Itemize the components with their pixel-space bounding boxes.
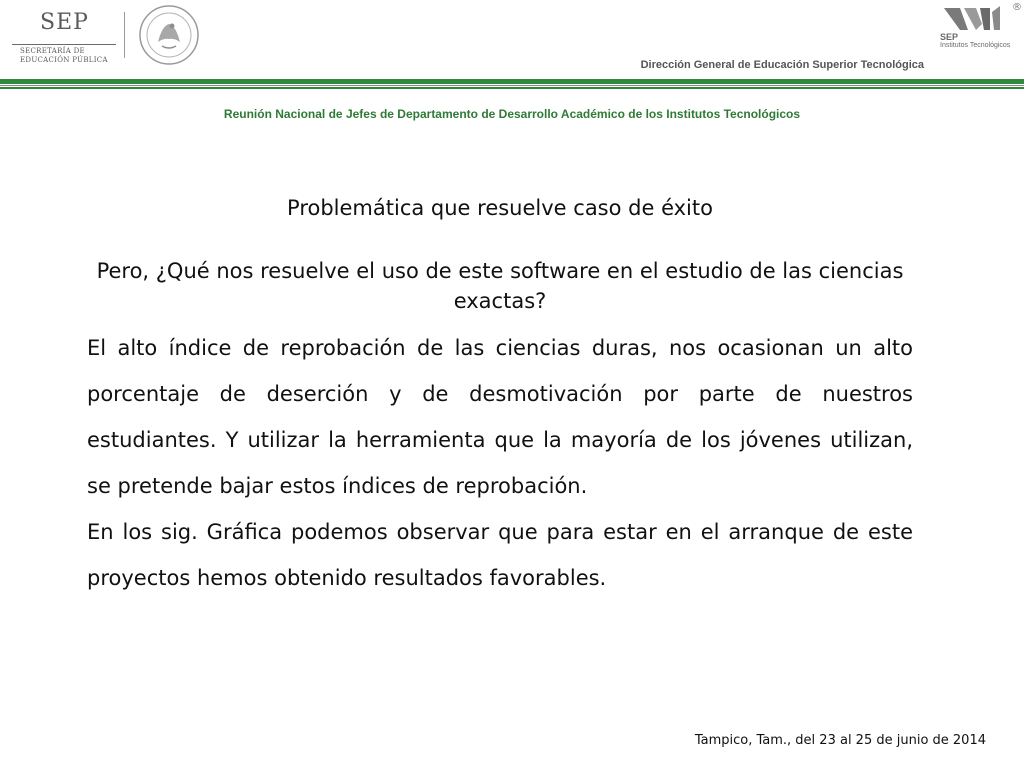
header-band-green (0, 79, 1024, 84)
it-emblem-icon (942, 4, 1002, 34)
paragraph-1: El alto índice de reprobación de las ciencias duras, nos ocasionan un alto porcentaje de deserción y de desmotivación por parte de nuestros estudiantes. Y utilizar la herramienta que la mayoría de los jóvenes utilizan, se pretende bajar estos índices de reprobación. (87, 336, 913, 498)
sep-logo-word: SEP (40, 10, 89, 35)
paragraph-2: En los sig. Gráfica podemos observar que para estar en el arranque de este proyectos hemos obtenido resultados favorables. (87, 520, 913, 590)
footer-location-date: Tampico, Tam., del 23 al 25 de junio de 2014 (694, 733, 986, 748)
sep-logo-line2: EDUCACIÓN PÚBLICA (20, 56, 108, 64)
it-logo-sep: SEP (940, 32, 959, 42)
header-band-green-thin (0, 87, 1024, 89)
registered-mark: ® (1012, 2, 1022, 13)
logo-divider (124, 12, 125, 58)
slide-title: Problemática que resuelve caso de éxito (287, 196, 713, 220)
meeting-title: Reunión Nacional de Jefes de Departamento de Desarrollo Académico de los Institutos Tecnológicos (223, 107, 801, 121)
header-band-gray (0, 85, 1024, 86)
department-name: Dirección General de Educación Superior Tecnológica (640, 59, 924, 71)
sep-logo-line1: SECRETARÍA DE (20, 47, 85, 55)
sep-logo-rule (12, 44, 116, 45)
it-logo-name: Institutos Tecnológicos (940, 42, 1011, 49)
sep-logo (6, 8, 116, 64)
question-text: Pero, ¿Qué nos resuelve el uso de este software en el estudio de las ciencias exactas? (96, 259, 904, 313)
national-seal-icon (136, 4, 202, 66)
body-text (87, 325, 913, 601)
institutos-tecnologicos-logo (940, 2, 1024, 58)
